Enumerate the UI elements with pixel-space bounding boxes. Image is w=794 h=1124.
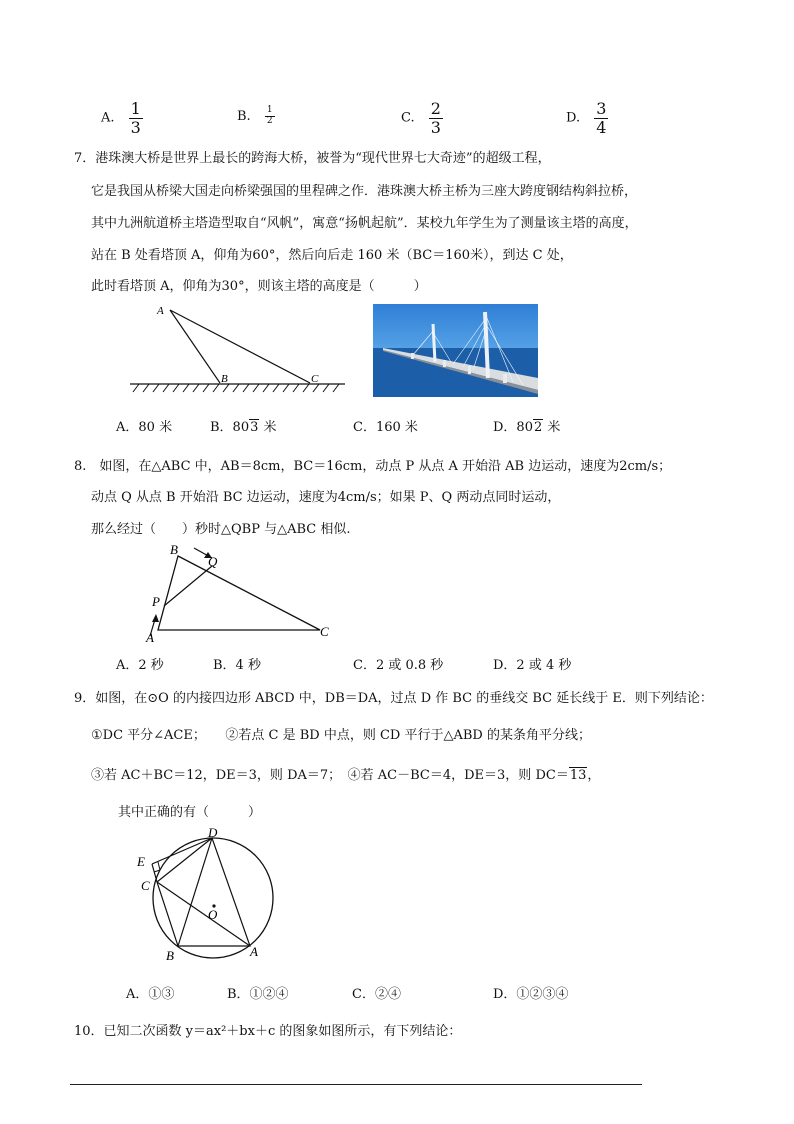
- label-c: C: [320, 624, 329, 639]
- footer-divider: [70, 1084, 642, 1085]
- q7-option-b[interactable]: B．803 米: [210, 420, 277, 435]
- sqrt: 13: [569, 768, 587, 783]
- q9-line-3: ③若 AC＋BC＝12，DE＝3，则 DA＝7； ④若 AC－BC＝4，DE＝3，则 DC＝13，: [91, 768, 601, 783]
- q6-option-c[interactable]: C. $\frac{2}{3}$: [401, 99, 441, 137]
- q8-line-1: 8. 如图，在△ABC 中，AB＝8cm，BC＝16cm，动点 P 从点 A 开始沿 AB 边运动，速度为2cm/s；: [74, 459, 672, 474]
- label-c: C: [311, 373, 319, 385]
- label-a: A: [157, 305, 164, 317]
- q7-option-d[interactable]: D．802 米: [493, 420, 561, 435]
- q6-option-a[interactable]: A. $\frac{1}{3}$: [101, 99, 141, 137]
- q9-line-2: ①DC 平分∠ACE； ②若点 C 是 BD 中点，则 CD 平行于△ABD 的某条角平分线；: [91, 728, 591, 743]
- q9-figure: [130, 828, 280, 968]
- q7-option-a[interactable]: A．80 米: [116, 420, 173, 435]
- sqrt: 2: [533, 420, 543, 435]
- q8-line-3: 那么经过（ ）秒时△QBP 与△ABC 相似.: [91, 522, 351, 537]
- q7-line-5: 此时看塔顶 A，仰角为30°，则该主塔的高度是（ ）: [91, 279, 427, 294]
- fraction: $\frac{1}{3}$: [130, 99, 141, 137]
- label-o: O: [208, 907, 218, 922]
- q6-option-d[interactable]: D. $\frac{3}{4}$: [566, 99, 607, 137]
- q8-option-a[interactable]: A．2 秒: [116, 658, 164, 673]
- sqrt: 3: [250, 420, 259, 435]
- label-a: A: [146, 630, 154, 645]
- fraction: $\frac{2}{3}$: [430, 99, 441, 137]
- q8-option-c[interactable]: C．2 或 0.8 秒: [353, 658, 444, 673]
- q7-option-c[interactable]: C．160 米: [353, 420, 418, 435]
- label-p: P: [152, 594, 160, 609]
- q8-figure: [140, 538, 340, 646]
- label-q: Q: [208, 554, 218, 569]
- q9-option-d[interactable]: D．①②③④: [493, 987, 569, 1002]
- label-b: B: [170, 542, 178, 557]
- q10-line-1: 10．已知二次函数 y＝ax²＋bx＋c 的图象如图所示，有下列结论：: [74, 1024, 462, 1039]
- label-b: B: [166, 948, 174, 963]
- q8-line-2: 动点 Q 从点 B 开始沿 BC 边运动，速度为4cm/s；如果 P、Q 两动点同时运动，: [91, 490, 561, 505]
- label-b: B: [221, 373, 228, 385]
- q7-line-1: 7．港珠澳大桥是世界上最长的跨海大桥，被誉为“现代世界七大奇迹”的超级工程，: [74, 151, 551, 166]
- q7-line-3: 其中九洲航道桥主塔造型取自“风帆”，寓意“扬帆起航”．某校九年学生为了测量该主塔的高度，: [91, 216, 638, 231]
- label-c: C: [141, 878, 150, 893]
- label-a: A: [250, 944, 258, 959]
- q7-line-2: 它是我国从桥梁大国走向桥梁强国的里程碑之作．港珠澳大桥主桥为三座大跨度钢结构斜拉桥，: [91, 184, 638, 199]
- bridge-photo: [373, 304, 538, 397]
- label-d: D: [208, 828, 218, 840]
- q9-line-4: 其中正确的有（ ）: [118, 805, 262, 820]
- q9-line-1: 9．如图，在⊙O 的内接四边形 ABCD 中，DB＝DA，过点 D 作 BC 的垂线交 BC 延长线于 E．则下列结论：: [74, 691, 713, 706]
- q7-line-4: 站在 B 处看塔顶 A，仰角为60°，然后向后走 160 米（BC＝160米），到达 C 处，: [91, 248, 573, 263]
- q7-figure: [125, 300, 350, 400]
- q9-option-b[interactable]: B．①②④: [227, 987, 289, 1002]
- q8-option-b[interactable]: B．4 秒: [213, 658, 261, 673]
- fraction: $\frac{1}{2}$: [266, 105, 273, 126]
- label-e: E: [137, 854, 145, 869]
- q9-option-c[interactable]: C．②④: [352, 987, 401, 1002]
- q9-option-a[interactable]: A．①③: [126, 987, 175, 1002]
- q8-option-d[interactable]: D．2 或 4 秒: [493, 658, 572, 673]
- q6-option-b[interactable]: B. $\frac{1}{2}$: [237, 105, 273, 126]
- fraction: $\frac{3}{4}$: [596, 99, 607, 137]
